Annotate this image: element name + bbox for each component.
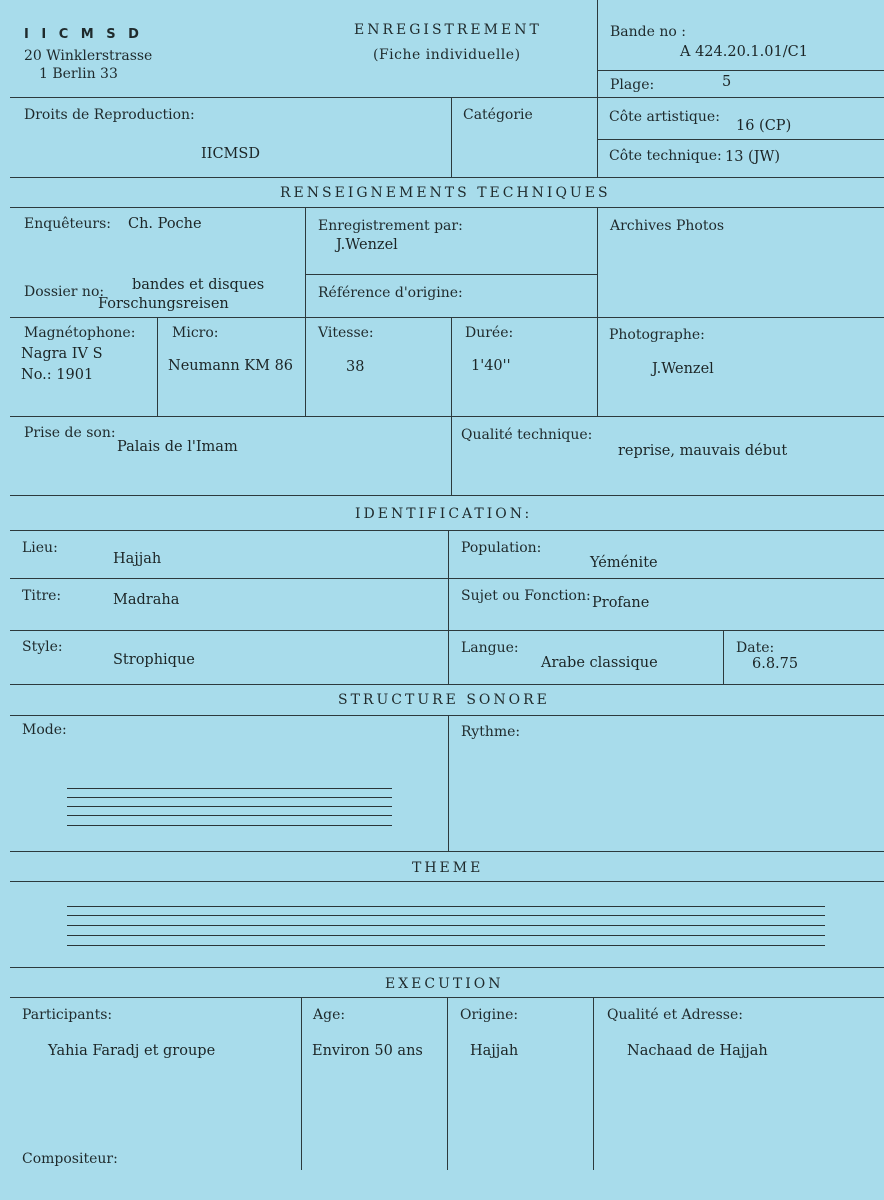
population-value: Yéménite — [590, 555, 658, 571]
bande-value: A 424.20.1.01/C1 — [680, 44, 808, 60]
plage-label: Plage: — [610, 77, 655, 93]
bande-label: Bande no : — [610, 24, 686, 40]
categorie-label: Catégorie — [463, 107, 533, 123]
archives-label: Archives Photos — [610, 218, 725, 234]
rule-enreg-bottom — [305, 274, 597, 275]
vrule-exec-c — [593, 997, 594, 1170]
magneto-value-1: Nagra IV S — [21, 346, 103, 362]
duree-label: Durée: — [465, 325, 514, 341]
langue-value: Arabe classique — [541, 655, 658, 671]
sujet-value: Profane — [592, 595, 650, 611]
micro-value: Neumann KM 86 — [168, 358, 294, 374]
droits-label: Droits de Reproduction: — [24, 107, 195, 123]
vrule-categorie-left — [451, 97, 452, 177]
dossier-label: Dossier no: — [24, 284, 105, 300]
execution-heading: EXECUTION — [385, 976, 504, 992]
participants-label: Participants: — [22, 1007, 113, 1023]
rule-struct-bottom — [10, 851, 884, 852]
cote-artistique-value: 16 (CP) — [736, 118, 792, 134]
rule-header-bottom — [10, 97, 884, 98]
tech-heading: RENSEIGNEMENTS TECHNIQUES — [280, 185, 611, 201]
rule-row3-bottom — [10, 416, 884, 417]
prise-label: Prise de son: — [24, 425, 116, 441]
population-label: Population: — [461, 540, 542, 556]
vrule-ident-mid — [448, 530, 449, 684]
form-subtitle: (Fiche individuelle) — [373, 47, 521, 63]
langue-label: Langue: — [461, 640, 519, 656]
vitesse-label: Vitesse: — [318, 325, 374, 341]
rule-plage-top — [597, 70, 884, 71]
titre-value: Madraha — [113, 592, 180, 608]
vrule-tech-a — [305, 207, 306, 416]
ident-heading: IDENTIFICATION: — [355, 506, 533, 522]
sujet-label: Sujet ou Fonction: — [461, 588, 591, 604]
droits-value: IICMSD — [201, 146, 260, 162]
date-value: 6.8.75 — [752, 656, 799, 672]
vrule-micro-left — [157, 317, 158, 416]
rule-theme-heading-bottom — [10, 881, 884, 882]
rythme-label: Rythme: — [461, 724, 521, 740]
cote-technique-value: 13 (JW) — [725, 149, 781, 165]
duree-value: 1'40'' — [471, 358, 511, 374]
form-title: ENREGISTREMENT — [354, 22, 542, 38]
origine-label: Origine: — [460, 1007, 519, 1023]
dossier-value-2: Forschungsreisen — [98, 296, 229, 312]
enqueteurs-label: Enquêteurs: — [24, 216, 112, 232]
vrule-qualite-left — [451, 416, 452, 495]
vitesse-value: 38 — [346, 359, 365, 375]
rule-lieu-bottom — [10, 578, 884, 579]
lieu-value: Hajjah — [113, 551, 162, 567]
vrule-exec-a — [301, 997, 302, 1170]
photographe-value: J.Wenzel — [652, 361, 714, 377]
style-value: Strophique — [113, 652, 195, 668]
origine-value: Hajjah — [470, 1043, 519, 1059]
rule-rights-bottom — [10, 177, 884, 178]
vrule-struct-mid — [448, 715, 449, 851]
theme-heading: THEME — [412, 860, 484, 876]
mode-label: Mode: — [22, 722, 67, 738]
participants-value: Yahia Faradj et groupe — [48, 1043, 216, 1059]
rule-row2-bottom — [10, 317, 884, 318]
rule-struct-heading-bottom — [10, 715, 884, 716]
vrule-exec-b — [447, 997, 448, 1170]
enqueteurs-value: Ch. Poche — [128, 216, 202, 232]
org-name: I I C M S D — [24, 27, 143, 42]
qualite-technique-label: Qualité technique: — [461, 427, 593, 443]
vrule-date-left — [723, 630, 724, 684]
address-line-2: 1 Berlin 33 — [39, 66, 118, 82]
structure-heading: STRUCTURE SONORE — [338, 692, 550, 708]
rule-ident-heading-bottom — [10, 530, 884, 531]
compositeur-label: Compositeur: — [22, 1151, 118, 1167]
magneto-label: Magnétophone: — [24, 325, 136, 341]
rule-theme-bottom — [10, 967, 884, 968]
rule-cote-mid — [597, 139, 884, 140]
magneto-value-2: No.: 1901 — [21, 367, 94, 383]
age-value: Environ 50 ans — [312, 1043, 423, 1059]
rule-titre-bottom — [10, 630, 884, 631]
vrule-duree-left — [451, 317, 452, 416]
titre-label: Titre: — [22, 588, 62, 604]
reference-label: Référence d'origine: — [318, 285, 463, 301]
prise-value: Palais de l'Imam — [117, 439, 238, 455]
vrule-header-right — [597, 0, 598, 177]
photographe-label: Photographe: — [609, 327, 705, 343]
rule-tech-heading-bottom — [10, 207, 884, 208]
enregistrement-par-label: Enregistrement par: — [318, 218, 463, 234]
plage-value: 5 — [722, 74, 732, 90]
age-label: Age: — [313, 1007, 346, 1023]
qualite-technique-value: reprise, mauvais début — [618, 443, 788, 459]
dossier-value-1: bandes et disques — [132, 277, 265, 293]
qualite-adresse-label: Qualité et Adresse: — [607, 1007, 743, 1023]
qualite-adresse-value: Nachaad de Hajjah — [627, 1043, 768, 1059]
lieu-label: Lieu: — [22, 540, 58, 556]
rule-prise-bottom — [10, 495, 884, 496]
cote-technique-label: Côte technique: — [609, 148, 722, 164]
date-label: Date: — [736, 640, 775, 656]
address-line-1: 20 Winklerstrasse — [24, 48, 153, 64]
style-label: Style: — [22, 639, 63, 655]
enregistrement-par-value: J.Wenzel — [336, 237, 398, 253]
rule-style-bottom — [10, 684, 884, 685]
cote-artistique-label: Côte artistique: — [609, 109, 720, 125]
micro-label: Micro: — [172, 325, 219, 341]
vrule-tech-b — [597, 207, 598, 416]
